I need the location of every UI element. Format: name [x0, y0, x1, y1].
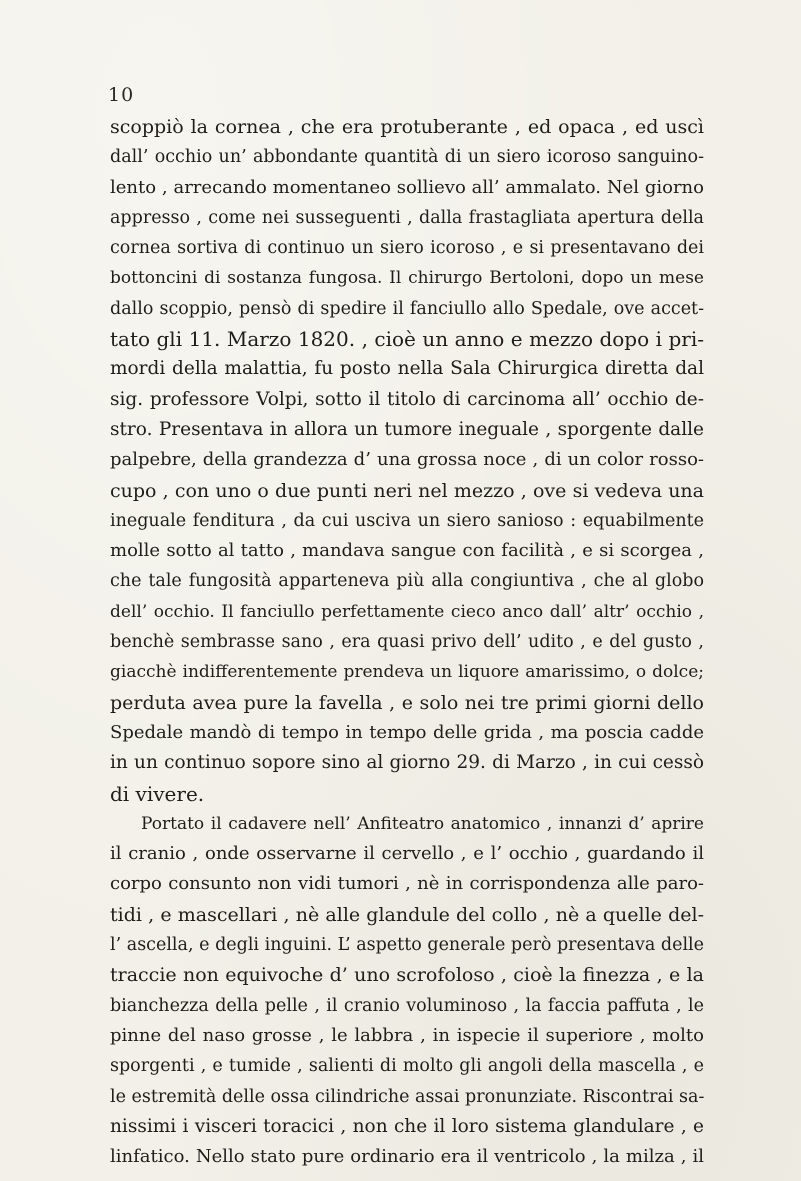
text-line: Portato il cadavere nell’ Anfiteatro anatomico , innanzi d’ aprire	[141, 813, 704, 834]
text-line: dall’ occhio un’ abbondante quantità di un siero icoroso sanguino-	[110, 147, 704, 168]
text-line: perduta avea pure la favella , e solo nei tre primi giorni dello	[110, 691, 704, 714]
text-line: tato gli 11. Marzo 1820. , cioè un anno e mezzo dopo i pri-	[110, 327, 704, 352]
text-line: cupo , con uno o due punti neri nel mezzo , ove si vedeva una	[110, 479, 704, 502]
text-line: l’ ascella, e degli inguini. L’ aspetto generale però presentava delle	[110, 935, 704, 956]
text-line: corpo consunto non vidi tumori , nè in corrispondenza alle paro-	[110, 873, 704, 895]
text-line: lento , arrecando momentaneo sollievo all’ ammalato. Nel giorno	[110, 176, 704, 198]
text-line: in un continuo sopore sino al giorno 29. di Marzo , in cui cessò	[110, 752, 704, 774]
text-line: pinne del naso grosse , le labbra , in ispecie il superiore , molto	[110, 1024, 704, 1046]
text-line: il cranio , onde osservarne il cervello , e l’ occhio , guardando il	[110, 843, 704, 865]
text-line: palpebre, della grandezza d’ una grossa noce , di un color rosso-	[110, 449, 704, 471]
text-line: stro. Presentava in allora un tumore ineguale , sporgente dalle	[110, 418, 704, 440]
text-line: tidi , e mascellari , nè alle glandule del collo , nè a quelle del-	[110, 903, 704, 926]
text-line: giacchè indifferentemente prendeva un liquore amarissimo, o dolce;	[110, 662, 704, 683]
text-line: linfatico. Nello stato pure ordinario era il ventricolo , la milza , il	[110, 1146, 704, 1168]
text-line: Spedale mandò di tempo in tempo delle grida , ma poscia cadde	[110, 721, 704, 743]
text-line: sig. professore Volpi, sotto il titolo di carcinoma all’ occhio de-	[110, 388, 704, 410]
text-line: dallo scoppio, pensò di spedire il fanciullo allo Spedale, ove accet-	[110, 298, 704, 319]
text-line: cornea sortiva di continuo un siero icoroso , e si presentavano dei	[110, 238, 704, 259]
text-line: nissimi i visceri toracici , non che il loro sistema glandulare , e	[110, 1115, 704, 1137]
text-line: appresso , come nei susseguenti , dalla frastagliata apertura della	[110, 207, 704, 228]
page-number: 10	[108, 84, 135, 106]
text-line: traccie non equivoche d’ uno scrofoloso , cioè la finezza , e la	[110, 964, 704, 987]
text-line: molle sotto al tatto , mandava sangue con facilità , e si scorgea ,	[110, 540, 704, 562]
text-line: ineguale fenditura , da cui usciva un siero sanioso : equabilmente	[110, 510, 704, 531]
text-line: le estremità delle ossa cilindriche assai pronunziate. Riscontrai sa-	[110, 1086, 705, 1107]
text-line: dell’ occhio. Il fanciullo perfettamente cieco anco dall’ altr’ occhio ,	[110, 601, 704, 622]
text-line: bottoncini di sostanza fungosa. Il chirurgo Bertoloni, dopo un mese	[110, 268, 704, 289]
text-line: scoppiò la cornea , che era protuberante , ed opaca , ed uscì	[110, 116, 704, 138]
text-line: sporgenti , e tumide , salienti di molto gli angoli della mascella , e	[110, 1056, 704, 1077]
text-line: mordi della malattia, fu posto nella Sala Chirurgica diretta dal	[110, 358, 704, 380]
body-text	[110, 112, 704, 1172]
text-line: di vivere.	[110, 781, 205, 806]
text-line: bianchezza della pelle , il cranio voluminoso , la faccia paffuta , le	[110, 995, 704, 1016]
text-line: che tale fungosità apparteneva più alla congiuntiva , che al globo	[110, 571, 704, 592]
text-line: benchè sembrasse sano , era quasi privo dell’ udito , e del gusto ,	[110, 632, 704, 653]
